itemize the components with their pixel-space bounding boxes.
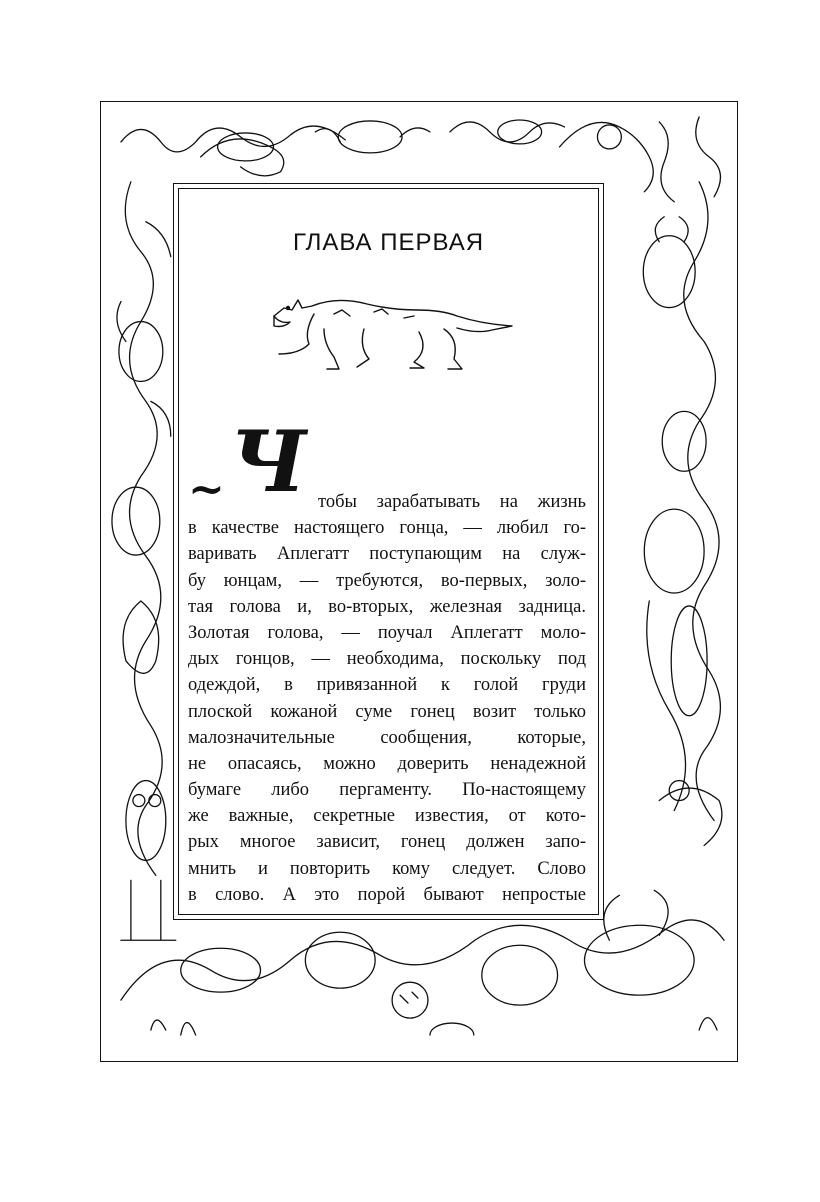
text-line: тобы зарабатывать на жизнь xyxy=(318,492,586,512)
text-line: бу юнцам, — требуются, во-первых, золо- xyxy=(188,570,586,591)
wolf-vignette xyxy=(254,284,514,384)
text-line: в слово. А это порой бывают непростые xyxy=(188,884,586,905)
chapter-title: ГЛАВА ПЕРВАЯ xyxy=(292,229,485,256)
body-text xyxy=(188,489,586,908)
drop-cap-flourish: ~ xyxy=(188,464,225,515)
text-line: одеждой, в привязанной к голой груди xyxy=(188,675,586,696)
drop-cap xyxy=(188,412,307,515)
text-line: же важные, секретные известия, от кото- xyxy=(188,806,586,827)
text-line: Золотая голова, — поучал Аплегатт моло- xyxy=(188,622,586,643)
text-line: дых гонцов, — необходима, поскольку под xyxy=(188,649,586,670)
text-line: в качестве настоящего гонца, — любил го- xyxy=(188,518,586,539)
text-line: тая голова и, во-вторых, железная задница. xyxy=(188,596,586,617)
text-line: не опасаясь, можно доверить ненадежной xyxy=(188,753,586,774)
text-line: малозначительные сообщения, которые, xyxy=(188,727,586,748)
text-line: варивать Аплегатт поступающим на служ- xyxy=(188,544,586,565)
drop-cap-letter: Ч xyxy=(230,412,307,511)
text-line: плоской кожаной суме гонец возит только xyxy=(188,701,586,722)
text-line: бумаге либо пергаменту. По-настоящему xyxy=(188,780,586,801)
text-line: мнить и повторить кому следует. Слово xyxy=(188,858,586,879)
text-panel xyxy=(173,183,604,920)
text-line: рых многое зависит, гонец должен запо- xyxy=(188,832,586,853)
